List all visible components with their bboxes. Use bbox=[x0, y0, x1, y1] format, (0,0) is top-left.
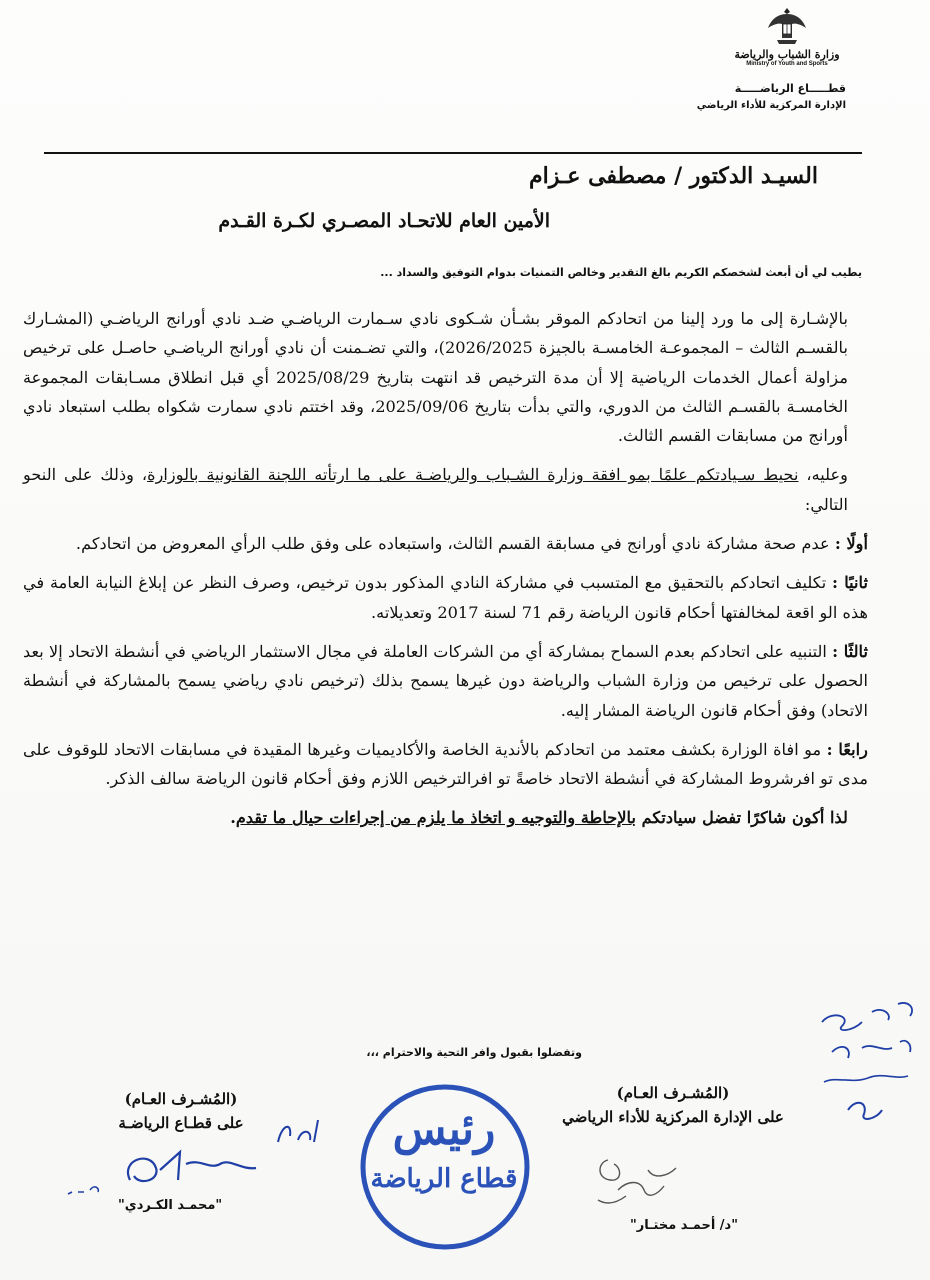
item-2-text: تكليف اتحادكم بالتحقيق مع المتسبب في مشاركة النادي المذكور بدون ترخيص، وصرف النظر عن إبلاغ النيابة العامة في هذه الو اقعة لمخالفتها أحكام قانون الرياضة رقم 71 لسنة 2017 وتعديلاته. bbox=[23, 573, 868, 622]
letterhead bbox=[712, 4, 862, 67]
decision-item-4 bbox=[23, 735, 868, 794]
greeting-line: يطيب لي أن أبعث لشخصكم الكريم بالغ التقدير وخالص التمنيات بدوام التوفيق والسداد ... bbox=[380, 266, 862, 279]
request-lead: لذا أكون شاكرًا تفضل سيادتكم bbox=[636, 808, 848, 828]
item-1-label: أولًا : bbox=[834, 534, 868, 554]
addressee-name: السيـد الدكتور / مصطفى عـزام bbox=[528, 163, 818, 189]
paragraph-request: لذا أكون شاكرًا تفضل سيادتكم بالإحاطة والتوجيه و اتخاذ ما يلزم من إجراءات حيال ما تقدم. bbox=[230, 808, 848, 828]
decision-item-2 bbox=[23, 568, 868, 627]
signature-block-sports-sector bbox=[76, 1090, 286, 1132]
ministry-name-arabic: وزارة الشباب والرياضة bbox=[734, 48, 840, 61]
paragraph-complaint: بالإشـارة إلى ما ورد إلينا من اتحادكم الموقر بشـأن شـكوى نادي سـمارت الرياضـي ضـد نادي أورانج الرياضـي (المشـارك بالقسـم الثالث – المجموعـة الخامسـة بالجيزة 2026/2025)، والتي تضـمنت أن نادي أورانج الرياضـي حاصـل على ترخيص مزاولة أعمال الخدمات الرياضية إلا أن مدة الترخيص قد انتهت بتاريخ 2025/08/29 أي قبل انطلاق مسـابقات المجموعة الخامسـة بالقسـم الثالث من الدوري، والتي بدأت بتاريخ 2025/09/06، وقد اختتم نادي سمارت شكواه بطلب استبعاد نادي أورانج من مسابقات القسم الثالث. bbox=[23, 309, 848, 446]
item-4-text: مو افاة الوزارة بكشف معتمد من اتحادكم بالأندية الخاصة والأكاديميات وغيرها المقيدة في مسابقات الاتحاد للوقوف على مدى تو افرشروط المشاركة في أنشطة الاتحاد خاصةً تو افرالترخيص اللازم وفق أحكام قانون الرياضة سالف الذكر. bbox=[23, 739, 868, 789]
supervisor-org-left: على قطـاع الرياضـة bbox=[118, 1114, 244, 1132]
decision-item-1 bbox=[23, 529, 868, 558]
decision-tail: ، وذلك على النحو التالي: bbox=[23, 465, 848, 514]
request-underlined: بالإحاطة والتوجيه و اتخاذ ما يلزم من إجراءات حيال ما تقدم bbox=[235, 808, 636, 828]
handwritten-signature-right-icon bbox=[578, 1150, 708, 1220]
supervisor-org-right: على الإدارة المركزية للأداء الرياضي bbox=[562, 1108, 784, 1126]
decision-lead: وعليه، bbox=[798, 465, 848, 485]
department-name: الإدارة المركزية للأداء الرياضي bbox=[696, 100, 846, 111]
handwritten-initial-icon bbox=[268, 1112, 338, 1152]
stamp-line-2: قطاع الرياضة bbox=[370, 1164, 518, 1194]
closing-line: وتفضلوا بقبول وافر التحية والاحترام ،،، bbox=[366, 1046, 582, 1059]
item-3-label: ثالثًا : bbox=[832, 641, 868, 661]
paragraph-decision bbox=[23, 460, 868, 519]
signature-block-central-admin bbox=[538, 1084, 808, 1126]
header-divider bbox=[44, 152, 862, 154]
ministry-name-english: Ministry of Youth and Sports bbox=[746, 61, 828, 67]
item-3-text: التنبيه على اتحادكم بعدم السماح بمشاركة أي من الشركات العاملة في مجال الاستثمار الرياضي في أنشطة الاتحاد إلا بعد الحصول على ترخيص من وزارة الشباب والرياضة دون غيرها يسمح بذلك (ترخيص نادي رياضي يسمح بالمشاركة في أنشطة الاتحاد) وفق أحكام قانون الرياضة المشار إليه. bbox=[23, 641, 868, 720]
item-4-label: رابعًا : bbox=[826, 739, 868, 759]
egypt-eagle-emblem-icon bbox=[765, 4, 809, 48]
handwritten-margin-note-icon bbox=[812, 992, 922, 1132]
supervisor-name-left: "محمـد الكـردي" bbox=[118, 1198, 223, 1213]
supervisor-role-right: (المُشـرف العـام) bbox=[616, 1084, 730, 1102]
item-2-label: ثانيًا : bbox=[831, 573, 868, 593]
supervisor-role-left: (المُشـرف العـام) bbox=[124, 1090, 238, 1108]
decision-item-3 bbox=[23, 637, 868, 725]
sector-name: قطـــــاع الرياضـــــة bbox=[734, 82, 846, 95]
addressee-title: الأمين العام للاتحـاد المصـري لكـرة القـدم bbox=[218, 210, 550, 232]
supervisor-name-right: "د/ أحمـد مختـار" bbox=[629, 1218, 738, 1233]
decision-underlined: نحيط سـيادتكم علمًا بمو افقة وزارة الشـباب والرياضـة على ما ارتأته اللجنة القانونية بالوزارة bbox=[147, 465, 799, 485]
item-1-text: عدم صحة مشاركة نادي أورانج في مسابقة القسم الثالث، واستبعاده على وفق طلب الرأي المعروض من اتحادكم. bbox=[75, 534, 830, 554]
stamp-line-1: رئيس bbox=[392, 1104, 496, 1155]
letter-body bbox=[23, 304, 868, 843]
